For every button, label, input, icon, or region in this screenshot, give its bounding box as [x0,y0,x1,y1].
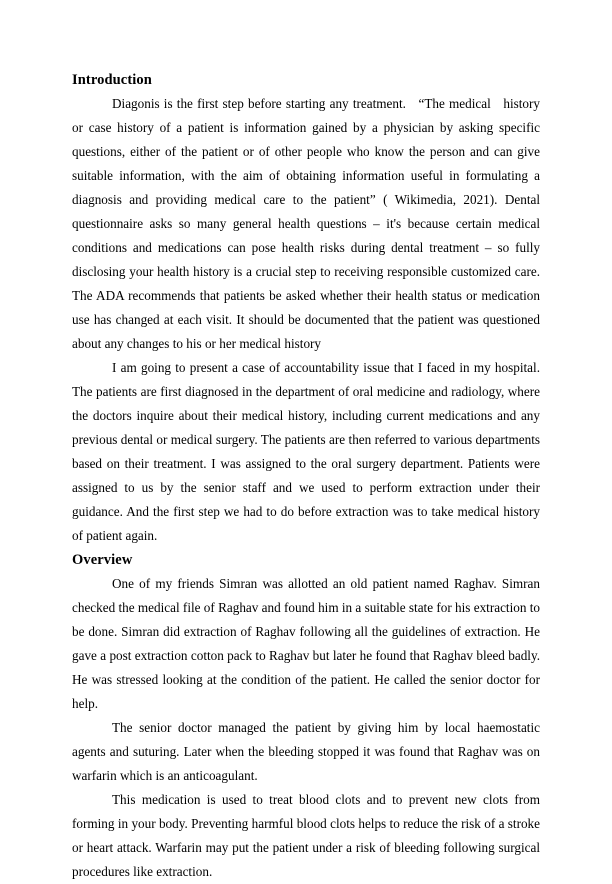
paragraph-overview-2: The senior doctor managed the patient by giving him by local haemostatic agents and suturing. Later when the bleeding stopped it was found that Raghav was on warfarin which is an anticoagulant. [72,720,544,783]
section-heading-overview: Overview [72,552,133,568]
document-body [72,68,550,884]
section-heading-introduction: Introduction [72,72,152,88]
paragraph-introduction-1: Diagonis is the first step before starting any treatment. “The medical history or case history of a patient is information gained by a physician by asking specific questions, either of the patient or of other people who know the person and can give suitable information, with the aim of obtaining information useful in formulating a diagnosis and providing medical care to the patient” ( Wikimedia, 2021). Dental questionnaire asks so many general health questions – it's because certain medical conditions and medications can pose health risks during dental treatment – so fully disclosing your health history is a crucial step to receiving responsible customized care. The ADA recommends that patients be asked whether their health status or medication use has changed at each visit. It should be documented that the patient was questioned about any changes to his or her medical history [72,96,550,351]
paragraph-overview-1: One of my friends Simran was allotted an old patient named Raghav. Simran checked the medical file of Raghav and found him in a suitable state for his extraction to be done. Simran did extraction of Raghav following all the guidelines of extraction. He gave a post extraction cotton pack to Raghav but later he found that Raghav bleed badly. He was stressed looking at the condition of the patient. He called the senior doctor for help. [72,576,544,711]
paragraph-introduction-2: I am going to present a case of accountability issue that I faced in my hospital. The patients are first diagnosed in the department of oral medicine and radiology, where the doctors inquire about their medical history, including current medications and any previous dental or medical surgery. The patients are then referred to various departments based on their treatment. I was assigned to the oral surgery department. Patients were assigned to us by the senior staff and we used to perform extraction under their guidance. And the first step we had to do before extraction was to take medical history of patient again. [72,360,544,543]
paragraph-overview-3: This medication is used to treat blood clots and to prevent new clots from forming in your body. Preventing harmful blood clots helps to reduce the risk of a stroke or heart attack. Warfarin may put the patient under a risk of bleeding following surgical procedures like extraction. [72,792,544,879]
